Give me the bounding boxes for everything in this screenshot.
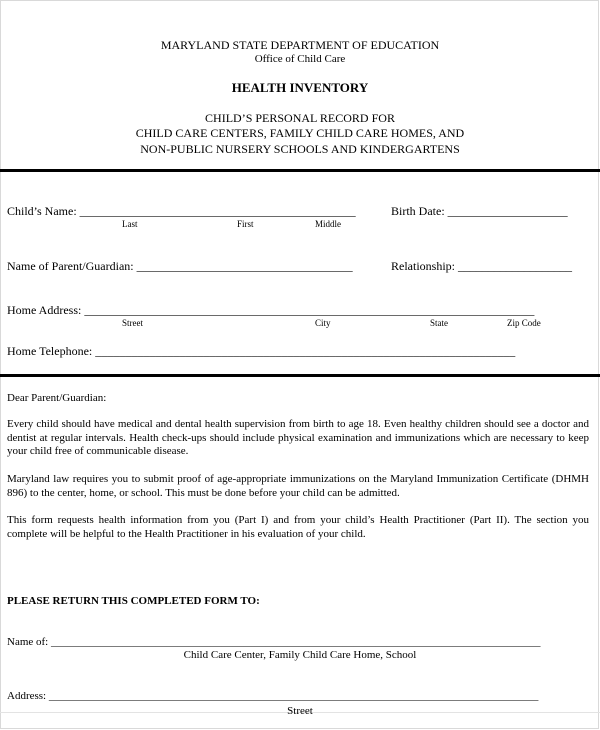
return-heading: PLEASE RETURN THIS COMPLETED FORM TO: [7, 595, 260, 607]
address-street-caption: Street [122, 318, 143, 328]
subtitle-line-3: NON-PUBLIC NURSERY SCHOOLS AND KINDERGARTENS [140, 142, 460, 156]
address-state-caption: State [430, 318, 448, 328]
child-name-middle-caption: Middle [315, 219, 341, 229]
fields-divider [0, 374, 600, 377]
home-address-field[interactable]: Home Address: ___________________________________________________________________________ [7, 303, 535, 317]
header-divider [0, 169, 600, 172]
address-zip-caption: Zip Code [507, 318, 541, 328]
letter-paragraph-3: This form requests health information from you (Part I) and from your child’s Health Practitioner (Part II). The section you complete will be helpful to the Health Practitioner in his evaluation of your child. [7, 514, 589, 540]
relationship-field[interactable]: Relationship: ___________________ [391, 259, 572, 273]
letter-greeting: Dear Parent/Guardian: [7, 392, 107, 404]
subtitle-line-2: CHILD CARE CENTERS, FAMILY CHILD CARE HOMES, AND [135, 126, 465, 140]
home-telephone-field[interactable]: Home Telephone: ______________________________________________________________________ [7, 344, 516, 358]
agency-name: MARYLAND STATE DEPARTMENT OF EDUCATION [160, 38, 440, 52]
child-name-field[interactable]: Child’s Name: ______________________________________________ [7, 204, 356, 218]
subtitle-line-1: CHILD’S PERSONAL RECORD FOR [205, 111, 395, 125]
office-name: Office of Child Care [254, 53, 346, 65]
return-address-field[interactable]: Address: _________________________________________________________________________________________ [7, 690, 539, 702]
letter-paragraph-2: Maryland law requires you to submit proof of age-appropriate immunizations on the Maryland Immunization Certificate (DHMH 896) to the center, home, or school. This must be done before your child can be admitted. [7, 473, 589, 499]
child-name-first-caption: First [237, 219, 254, 229]
birth-date-field[interactable]: Birth Date: ____________________ [391, 204, 568, 218]
return-name-field[interactable]: Name of: _________________________________________________________________________________________ [7, 636, 541, 648]
letter-paragraph-1: Every child should have medical and dental health supervision from birth to age 18. Even healthy children should see a doctor and dentist at regular intervals. Health check-ups should include physical examination and immunizations which are necessary to keep your child free of communicable disease. [7, 418, 589, 457]
address-city-caption: City [315, 318, 331, 328]
return-name-caption: Child Care Center, Family Child Care Home, School [183, 649, 417, 661]
form-title: HEALTH INVENTORY [231, 80, 369, 95]
child-name-last-caption: Last [122, 219, 138, 229]
parent-name-field[interactable]: Name of Parent/Guardian: ____________________________________ [7, 259, 353, 273]
return-address-caption: Street [287, 705, 313, 717]
